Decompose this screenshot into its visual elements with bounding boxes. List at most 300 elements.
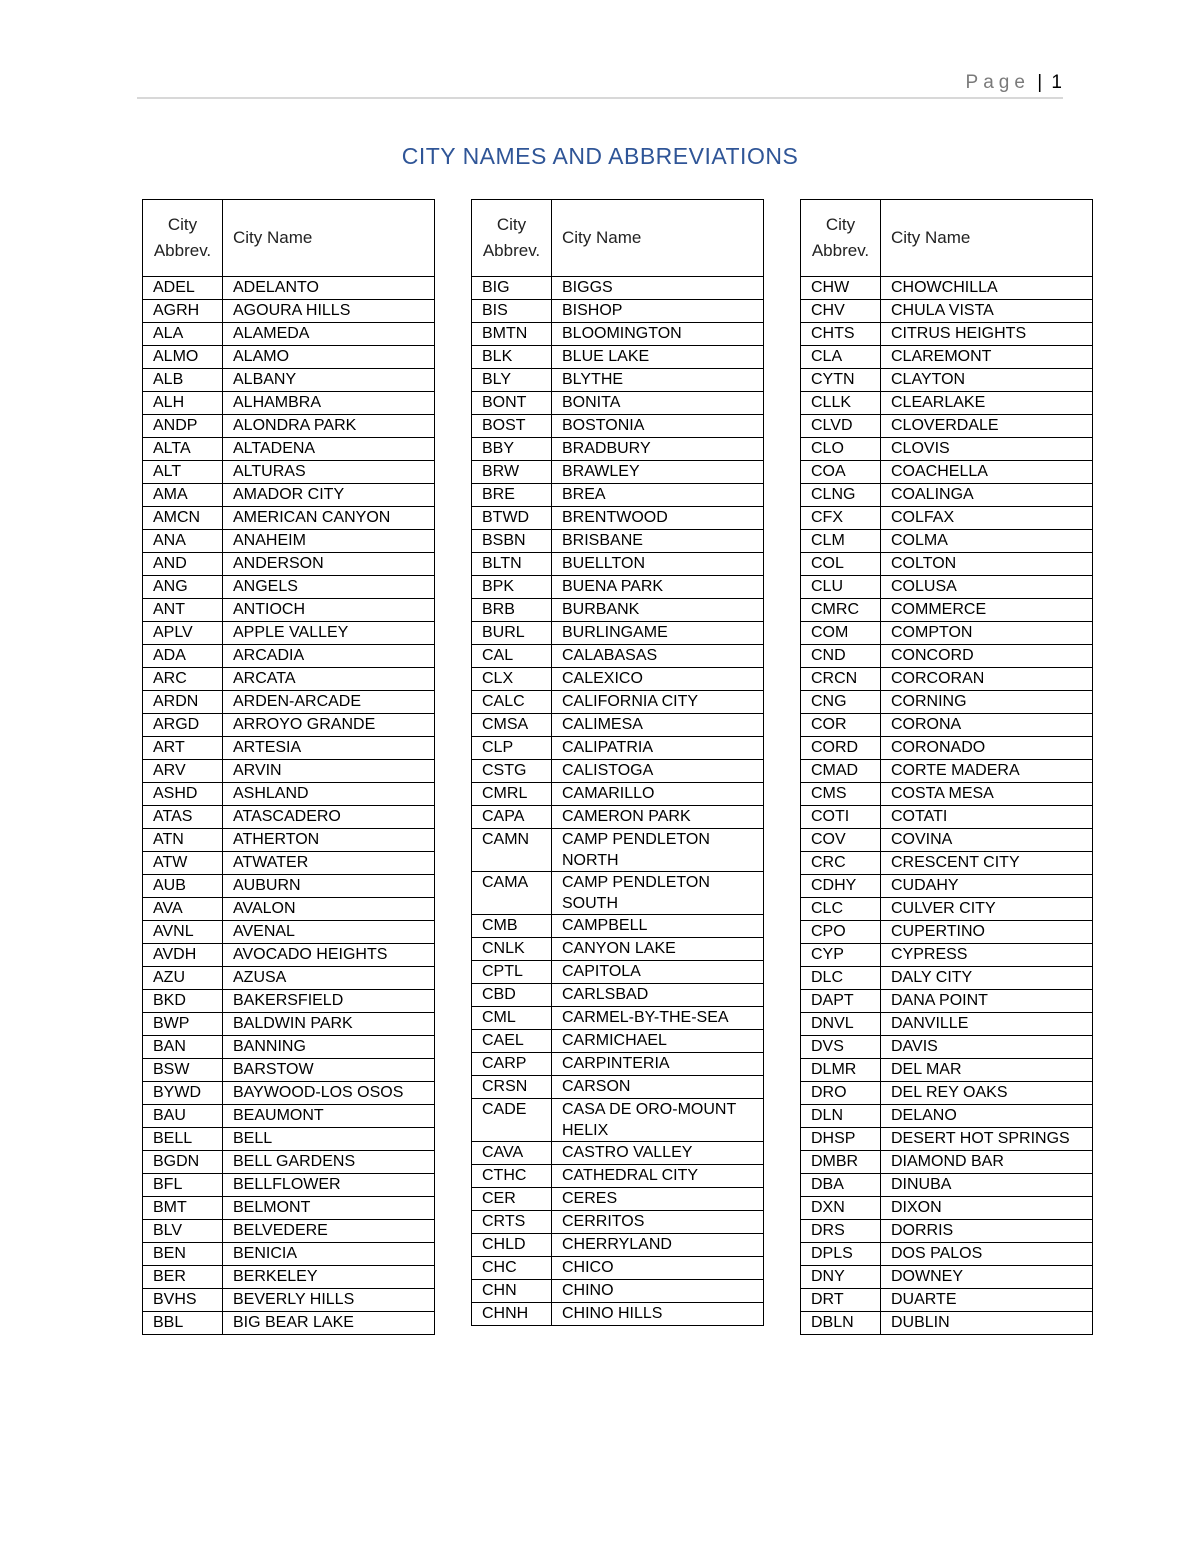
city-name-cell: AMERICAN CANYON	[223, 507, 435, 530]
city-abbrev-cell: CLX	[472, 668, 552, 691]
city-abbrev-cell: CYTN	[801, 369, 881, 392]
city-name-cell: BAYWOOD-LOS OSOS	[223, 1082, 435, 1105]
city-name-cell: DUARTE	[881, 1289, 1093, 1312]
table-row	[143, 875, 435, 898]
city-name-cell: BLOOMINGTON	[552, 323, 764, 346]
city-name-cell: CASA DE ORO-MOUNT HELIX	[552, 1099, 764, 1142]
city-name-cell: CITRUS HEIGHTS	[881, 323, 1093, 346]
city-name-cell: CATHEDRAL CITY	[552, 1165, 764, 1188]
table-row	[801, 944, 1093, 967]
city-abbrev-cell: DBA	[801, 1174, 881, 1197]
city-abbrev-cell: CSTG	[472, 760, 552, 783]
city-name-cell: CAMPBELL	[552, 915, 764, 938]
city-abbrev-cell: AVA	[143, 898, 223, 921]
city-name-cell: CHULA VISTA	[881, 300, 1093, 323]
city-name-cell: CAMP PENDLETON SOUTH	[552, 872, 764, 915]
city-name-cell: BAKERSFIELD	[223, 990, 435, 1013]
city-abbrev-cell: BBY	[472, 438, 552, 461]
city-name-cell: DOWNEY	[881, 1266, 1093, 1289]
city-name-cell: CLOVIS	[881, 438, 1093, 461]
table-row	[143, 1105, 435, 1128]
city-name-cell: ALAMEDA	[223, 323, 435, 346]
city-abbrev-cell: CRC	[801, 852, 881, 875]
table-row	[801, 1059, 1093, 1082]
table-row	[472, 806, 764, 829]
city-name-cell: DUBLIN	[881, 1312, 1093, 1335]
city-abbrev-cell: CRTS	[472, 1211, 552, 1234]
city-abbrev-cell: CLP	[472, 737, 552, 760]
city-abbrev-cell: CDHY	[801, 875, 881, 898]
city-name-cell: CYPRESS	[881, 944, 1093, 967]
table-row	[801, 990, 1093, 1013]
city-name-cell: ANDERSON	[223, 553, 435, 576]
city-abbrev-cell: ALA	[143, 323, 223, 346]
table-row	[472, 760, 764, 783]
city-name-cell: BUELLTON	[552, 553, 764, 576]
city-abbrev-cell: AUB	[143, 875, 223, 898]
city-name-cell: BREA	[552, 484, 764, 507]
table-row	[801, 1220, 1093, 1243]
table-row	[143, 921, 435, 944]
city-abbrev-cell: BLTN	[472, 553, 552, 576]
table-row	[143, 1197, 435, 1220]
table-row	[801, 438, 1093, 461]
city-abbrev-cell: ASHD	[143, 783, 223, 806]
table-row	[801, 1312, 1093, 1335]
city-name-cell: BEVERLY HILLS	[223, 1289, 435, 1312]
name-column-header: City Name	[223, 200, 435, 277]
table-row	[801, 622, 1093, 645]
city-name-cell: CARLSBAD	[552, 984, 764, 1007]
table-row	[143, 1036, 435, 1059]
table-row	[143, 737, 435, 760]
city-abbrev-cell: CPTL	[472, 961, 552, 984]
table-row	[143, 438, 435, 461]
city-name-cell: DINUBA	[881, 1174, 1093, 1197]
table-row	[143, 300, 435, 323]
table-row	[801, 576, 1093, 599]
city-abbrev-cell: BAU	[143, 1105, 223, 1128]
city-table-1	[142, 199, 435, 1335]
city-abbrev-cell: CND	[801, 645, 881, 668]
city-name-cell: CRESCENT CITY	[881, 852, 1093, 875]
table-row	[801, 1243, 1093, 1266]
table-row	[143, 1013, 435, 1036]
city-abbrev-cell: CAEL	[472, 1030, 552, 1053]
city-name-cell: BELVEDERE	[223, 1220, 435, 1243]
page-header	[0, 72, 1062, 94]
table-row	[472, 1257, 764, 1280]
table-row	[801, 346, 1093, 369]
city-abbrev-cell: BOST	[472, 415, 552, 438]
city-abbrev-cell: CHTS	[801, 323, 881, 346]
city-abbrev-cell: BRE	[472, 484, 552, 507]
city-abbrev-cell: CADE	[472, 1099, 552, 1142]
city-name-cell: CUPERTINO	[881, 921, 1093, 944]
table-row	[143, 277, 435, 300]
city-abbrev-cell: CHW	[801, 277, 881, 300]
city-name-cell: CANYON LAKE	[552, 938, 764, 961]
city-abbrev-cell: BMTN	[472, 323, 552, 346]
city-abbrev-cell: ARV	[143, 760, 223, 783]
city-name-cell: ARVIN	[223, 760, 435, 783]
city-abbrev-cell: AND	[143, 553, 223, 576]
table-row	[801, 300, 1093, 323]
city-name-cell: CLAREMONT	[881, 346, 1093, 369]
city-abbrev-cell: AVDH	[143, 944, 223, 967]
city-name-cell: CERRITOS	[552, 1211, 764, 1234]
city-name-cell: AVALON	[223, 898, 435, 921]
city-abbrev-cell: CAMN	[472, 829, 552, 872]
city-abbrev-cell: COL	[801, 553, 881, 576]
city-abbrev-cell: CARP	[472, 1053, 552, 1076]
city-abbrev-cell: CMSA	[472, 714, 552, 737]
city-name-cell: ANTIOCH	[223, 599, 435, 622]
city-abbrev-cell: BPK	[472, 576, 552, 599]
city-name-cell: DEL REY OAKS	[881, 1082, 1093, 1105]
table-row	[801, 392, 1093, 415]
city-abbrev-cell: COTI	[801, 806, 881, 829]
city-name-cell: BEAUMONT	[223, 1105, 435, 1128]
city-name-cell: CERES	[552, 1188, 764, 1211]
table-row	[472, 938, 764, 961]
city-name-cell: CHINO	[552, 1280, 764, 1303]
table-row	[143, 1151, 435, 1174]
city-name-cell: BENICIA	[223, 1243, 435, 1266]
city-abbrev-cell: ANT	[143, 599, 223, 622]
city-abbrev-cell: CMB	[472, 915, 552, 938]
city-name-cell: BIGGS	[552, 277, 764, 300]
table-row	[143, 1220, 435, 1243]
city-name-cell: CAMARILLO	[552, 783, 764, 806]
city-name-cell: COLFAX	[881, 507, 1093, 530]
city-name-cell: ARDEN-ARCADE	[223, 691, 435, 714]
table-row	[143, 714, 435, 737]
table-row	[801, 645, 1093, 668]
city-name-cell: CALIFORNIA CITY	[552, 691, 764, 714]
table-row	[143, 1312, 435, 1335]
city-abbrev-cell: CLU	[801, 576, 881, 599]
city-abbrev-cell: CLC	[801, 898, 881, 921]
city-abbrev-cell: CNLK	[472, 938, 552, 961]
city-name-cell: COACHELLA	[881, 461, 1093, 484]
table-row	[143, 668, 435, 691]
city-name-cell: DESERT HOT SPRINGS	[881, 1128, 1093, 1151]
table-row	[472, 530, 764, 553]
table-row	[801, 898, 1093, 921]
table-row	[143, 530, 435, 553]
city-name-cell: DALY CITY	[881, 967, 1093, 990]
header-rule	[137, 97, 1063, 99]
city-abbrev-cell: CAPA	[472, 806, 552, 829]
city-name-cell: ARROYO GRANDE	[223, 714, 435, 737]
city-abbrev-cell: BRW	[472, 461, 552, 484]
city-abbrev-cell: DBLN	[801, 1312, 881, 1335]
name-column-header: City Name	[881, 200, 1093, 277]
city-abbrev-cell: BTWD	[472, 507, 552, 530]
city-name-cell: ARCADIA	[223, 645, 435, 668]
table-row	[472, 1188, 764, 1211]
city-name-cell: ALAMO	[223, 346, 435, 369]
city-name-cell: ALTADENA	[223, 438, 435, 461]
table-row	[472, 961, 764, 984]
table-row	[472, 484, 764, 507]
table-row	[143, 990, 435, 1013]
document-title: CITY NAMES AND ABBREVIATIONS	[401, 143, 799, 169]
city-abbrev-cell: ARDN	[143, 691, 223, 714]
city-name-cell: ADELANTO	[223, 277, 435, 300]
table-row	[801, 714, 1093, 737]
city-name-cell: ALTURAS	[223, 461, 435, 484]
city-name-cell: ATWATER	[223, 852, 435, 875]
city-abbrev-cell: BLK	[472, 346, 552, 369]
city-name-cell: COLTON	[881, 553, 1093, 576]
table-row	[801, 829, 1093, 852]
city-abbrev-cell: BEN	[143, 1243, 223, 1266]
city-name-cell: CLEARLAKE	[881, 392, 1093, 415]
table-row	[143, 806, 435, 829]
table-row	[143, 1174, 435, 1197]
table-row	[143, 1289, 435, 1312]
table-row	[472, 392, 764, 415]
table-row	[143, 691, 435, 714]
table-row	[801, 530, 1093, 553]
city-name-cell: BONITA	[552, 392, 764, 415]
table-row	[143, 507, 435, 530]
city-name-cell: CARMICHAEL	[552, 1030, 764, 1053]
table-row	[143, 1082, 435, 1105]
city-abbrev-cell: BVHS	[143, 1289, 223, 1312]
city-abbrev-cell: BURL	[472, 622, 552, 645]
city-abbrev-cell: BAN	[143, 1036, 223, 1059]
table-row	[801, 1266, 1093, 1289]
city-abbrev-cell: AVNL	[143, 921, 223, 944]
city-name-cell: BELL	[223, 1128, 435, 1151]
city-abbrev-cell: ATN	[143, 829, 223, 852]
city-abbrev-cell: CORD	[801, 737, 881, 760]
city-name-cell: CALISTOGA	[552, 760, 764, 783]
table-row	[143, 944, 435, 967]
city-abbrev-cell: DLC	[801, 967, 881, 990]
city-abbrev-cell: CLNG	[801, 484, 881, 507]
table-row	[472, 783, 764, 806]
city-name-cell: CARMEL-BY-THE-SEA	[552, 1007, 764, 1030]
city-abbrev-cell: CFX	[801, 507, 881, 530]
table-row	[143, 967, 435, 990]
city-abbrev-cell: ADA	[143, 645, 223, 668]
city-abbrev-cell: AMCN	[143, 507, 223, 530]
page-number: 1	[1051, 72, 1062, 93]
table-row	[472, 1280, 764, 1303]
table-row	[801, 507, 1093, 530]
city-name-cell: BELL GARDENS	[223, 1151, 435, 1174]
city-abbrev-cell: CLLK	[801, 392, 881, 415]
city-abbrev-cell: CER	[472, 1188, 552, 1211]
city-abbrev-cell: ALH	[143, 392, 223, 415]
abbrev-column-header: City Abbrev.	[801, 200, 881, 277]
city-name-cell: AMADOR CITY	[223, 484, 435, 507]
table-row	[801, 599, 1093, 622]
city-name-cell: BIG BEAR LAKE	[223, 1312, 435, 1335]
city-name-cell: BISHOP	[552, 300, 764, 323]
table-row	[472, 415, 764, 438]
table-row	[143, 392, 435, 415]
city-name-cell: CARSON	[552, 1076, 764, 1099]
city-abbrev-cell: BONT	[472, 392, 552, 415]
table-row	[472, 1303, 764, 1326]
city-abbrev-cell: DRS	[801, 1220, 881, 1243]
city-abbrev-cell: CAVA	[472, 1142, 552, 1165]
city-name-cell: ATHERTON	[223, 829, 435, 852]
city-name-cell: CHICO	[552, 1257, 764, 1280]
city-abbrev-cell: CHLD	[472, 1234, 552, 1257]
city-abbrev-cell: CMRL	[472, 783, 552, 806]
city-abbrev-cell: DLMR	[801, 1059, 881, 1082]
city-name-cell: BELMONT	[223, 1197, 435, 1220]
city-name-cell: CORONADO	[881, 737, 1093, 760]
city-name-cell: BRADBURY	[552, 438, 764, 461]
city-abbrev-cell: ANG	[143, 576, 223, 599]
table-header-row	[472, 200, 764, 277]
city-abbrev-cell: DAPT	[801, 990, 881, 1013]
city-name-cell: APPLE VALLEY	[223, 622, 435, 645]
city-abbrev-cell: CHV	[801, 300, 881, 323]
city-name-cell: CORNING	[881, 691, 1093, 714]
city-abbrev-cell: CYP	[801, 944, 881, 967]
table-row	[801, 1105, 1093, 1128]
table-row	[143, 484, 435, 507]
table-row	[472, 1234, 764, 1257]
city-name-cell: ARTESIA	[223, 737, 435, 760]
table-row	[472, 346, 764, 369]
city-abbrev-cell: CHC	[472, 1257, 552, 1280]
table-row	[472, 300, 764, 323]
city-abbrev-cell: ARGD	[143, 714, 223, 737]
table-row	[472, 872, 764, 915]
table-row	[472, 829, 764, 872]
city-abbrev-cell: DPLS	[801, 1243, 881, 1266]
city-name-cell: DANVILLE	[881, 1013, 1093, 1036]
table-row	[801, 921, 1093, 944]
table-row	[143, 829, 435, 852]
table-row	[143, 461, 435, 484]
city-abbrev-cell: BSBN	[472, 530, 552, 553]
city-abbrev-cell: COV	[801, 829, 881, 852]
city-name-cell: COSTA MESA	[881, 783, 1093, 806]
city-name-cell: CHOWCHILLA	[881, 277, 1093, 300]
city-name-cell: CAMP PENDLETON NORTH	[552, 829, 764, 872]
table-header-row	[801, 200, 1093, 277]
table-row	[801, 783, 1093, 806]
city-name-cell: BURBANK	[552, 599, 764, 622]
city-name-cell: COVINA	[881, 829, 1093, 852]
table-row	[472, 714, 764, 737]
table-row	[801, 967, 1093, 990]
city-name-cell: CALIPATRIA	[552, 737, 764, 760]
table-row	[801, 1289, 1093, 1312]
city-abbrev-cell: DXN	[801, 1197, 881, 1220]
city-name-cell: CAMERON PARK	[552, 806, 764, 829]
table-row	[472, 1076, 764, 1099]
city-name-cell: ASHLAND	[223, 783, 435, 806]
city-abbrev-cell: CPO	[801, 921, 881, 944]
city-name-cell: AZUSA	[223, 967, 435, 990]
table-row	[801, 875, 1093, 898]
table-row	[472, 668, 764, 691]
city-name-cell: CASTRO VALLEY	[552, 1142, 764, 1165]
city-abbrev-cell: BMT	[143, 1197, 223, 1220]
city-abbrev-cell: CLVD	[801, 415, 881, 438]
table-row	[801, 1197, 1093, 1220]
city-name-cell: BERKELEY	[223, 1266, 435, 1289]
table-row	[472, 599, 764, 622]
city-name-cell: ATASCADERO	[223, 806, 435, 829]
city-abbrev-cell: CHN	[472, 1280, 552, 1303]
city-name-cell: DIXON	[881, 1197, 1093, 1220]
city-abbrev-cell: ALTA	[143, 438, 223, 461]
city-abbrev-cell: CAMA	[472, 872, 552, 915]
table-row	[801, 737, 1093, 760]
city-abbrev-cell: DHSP	[801, 1128, 881, 1151]
city-name-cell: BALDWIN PARK	[223, 1013, 435, 1036]
table-row	[143, 898, 435, 921]
table-row	[801, 852, 1093, 875]
table-row	[472, 1030, 764, 1053]
city-abbrev-cell: DMBR	[801, 1151, 881, 1174]
city-abbrev-cell: ATW	[143, 852, 223, 875]
table-row	[801, 1128, 1093, 1151]
table-row	[143, 576, 435, 599]
table-row	[143, 346, 435, 369]
city-abbrev-cell: AZU	[143, 967, 223, 990]
city-name-cell: CLOVERDALE	[881, 415, 1093, 438]
table-row	[801, 484, 1093, 507]
city-abbrev-cell: BFL	[143, 1174, 223, 1197]
city-name-cell: AVOCADO HEIGHTS	[223, 944, 435, 967]
city-name-cell: ANAHEIM	[223, 530, 435, 553]
table-row	[801, 415, 1093, 438]
city-abbrev-cell: CALC	[472, 691, 552, 714]
city-name-cell: CUDAHY	[881, 875, 1093, 898]
city-name-cell: DOS PALOS	[881, 1243, 1093, 1266]
city-abbrev-cell: ALMO	[143, 346, 223, 369]
city-name-cell: DORRIS	[881, 1220, 1093, 1243]
city-abbrev-cell: ATAS	[143, 806, 223, 829]
city-abbrev-cell: BELL	[143, 1128, 223, 1151]
city-abbrev-cell: BIG	[472, 277, 552, 300]
city-abbrev-cell: DNY	[801, 1266, 881, 1289]
city-abbrev-cell: COA	[801, 461, 881, 484]
city-name-cell: CAPITOLA	[552, 961, 764, 984]
city-name-cell: CORCORAN	[881, 668, 1093, 691]
table-row	[472, 1165, 764, 1188]
city-name-cell: DIAMOND BAR	[881, 1151, 1093, 1174]
table-row	[472, 576, 764, 599]
table-row	[472, 1053, 764, 1076]
city-name-cell: COLMA	[881, 530, 1093, 553]
table-row	[143, 760, 435, 783]
table-row	[143, 1128, 435, 1151]
city-name-cell: CORONA	[881, 714, 1093, 737]
city-abbrev-cell: BIS	[472, 300, 552, 323]
city-abbrev-cell: APLV	[143, 622, 223, 645]
city-abbrev-cell: CMAD	[801, 760, 881, 783]
city-abbrev-cell: BWP	[143, 1013, 223, 1036]
city-name-cell: BLYTHE	[552, 369, 764, 392]
table-row	[472, 507, 764, 530]
city-name-cell: BOSTONIA	[552, 415, 764, 438]
city-name-cell: CONCORD	[881, 645, 1093, 668]
